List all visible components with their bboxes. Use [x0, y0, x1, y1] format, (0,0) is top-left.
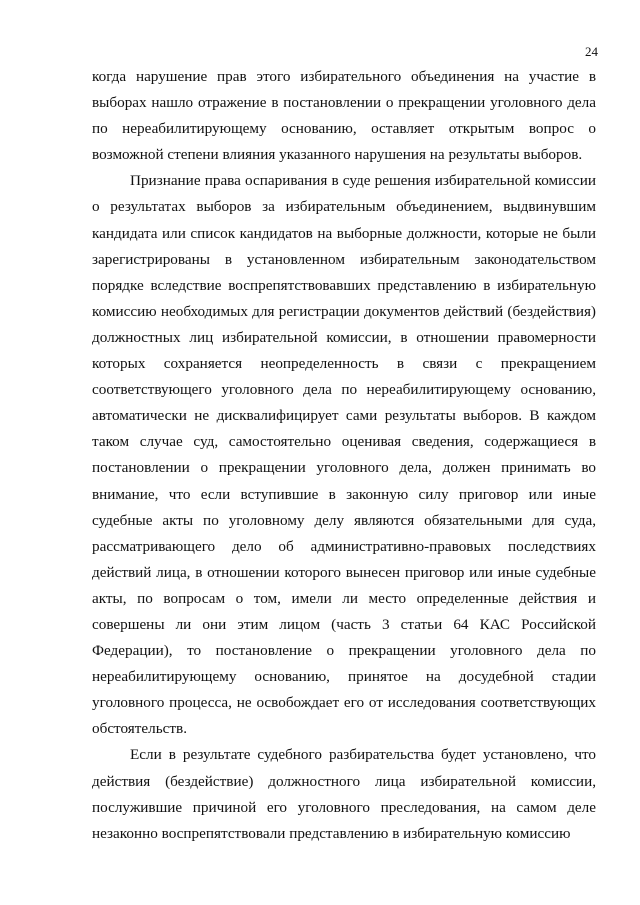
paragraph: Признание права оспаривания в суде решения избирательной комиссии о результатах выборов за избирательным объединением, выдвинувшим кандидата или список кандидатов на выборные должности, которые не были зарегистрированы в установленном избирательным законодательством порядке вследствие воспрепятствовавших представлению в избирательную комиссию необходимых для регистрации документов действий (бездействия) должностных лиц избирательной комиссии, в отношении правомерности которых сохраняется неопределенность в связи с прекращением соответствующего уголовного дела по нереабилитирующему основанию, автоматически не дисквалифицирует сами результаты выборов. В каждом таком случае суд, самостоятельно оценивая сведения, содержащиеся в постановлении о прекращении уголовного дела, должен принимать во внимание, что если вступившие в законную силу приговор или иные судебные акты по уголовному делу являются обязательными для суда, рассматривающего дело об административно-правовых последствиях действий лица, в отношении которого вынесен приговор или иные судебные акты, по вопросам о том, имели ли место определенные действия и совершены ли они этим лицом (часть 3 статьи 64 КАС Российской Федерации), то постановление о прекращении уголовного дела по нереабилитирующему основанию, принятое на досудебной стадии уголовного процесса, не освобождает его от исследования соответствующих обстоятельств.	[92, 172, 596, 738]
document-body	[92, 64, 596, 847]
paragraph: Если в результате судебного разбирательства будет установлено, что действия (бездействие) должностного лица избирательной комиссии, послужившие причиной его уголовного преследования, на самом деле незаконно воспрепятствовали представлению в избирательную комиссию	[92, 746, 596, 842]
paragraph-continuation: когда нарушение прав этого избирательного объединения на участие в выборах нашло отражение в постановлении о прекращении уголовного дела по нереабилитирующему основанию, оставляет открытым вопрос о возможной степени влияния указанного нарушения на результаты выборов.	[92, 68, 596, 164]
page-number: 24	[585, 44, 598, 59]
